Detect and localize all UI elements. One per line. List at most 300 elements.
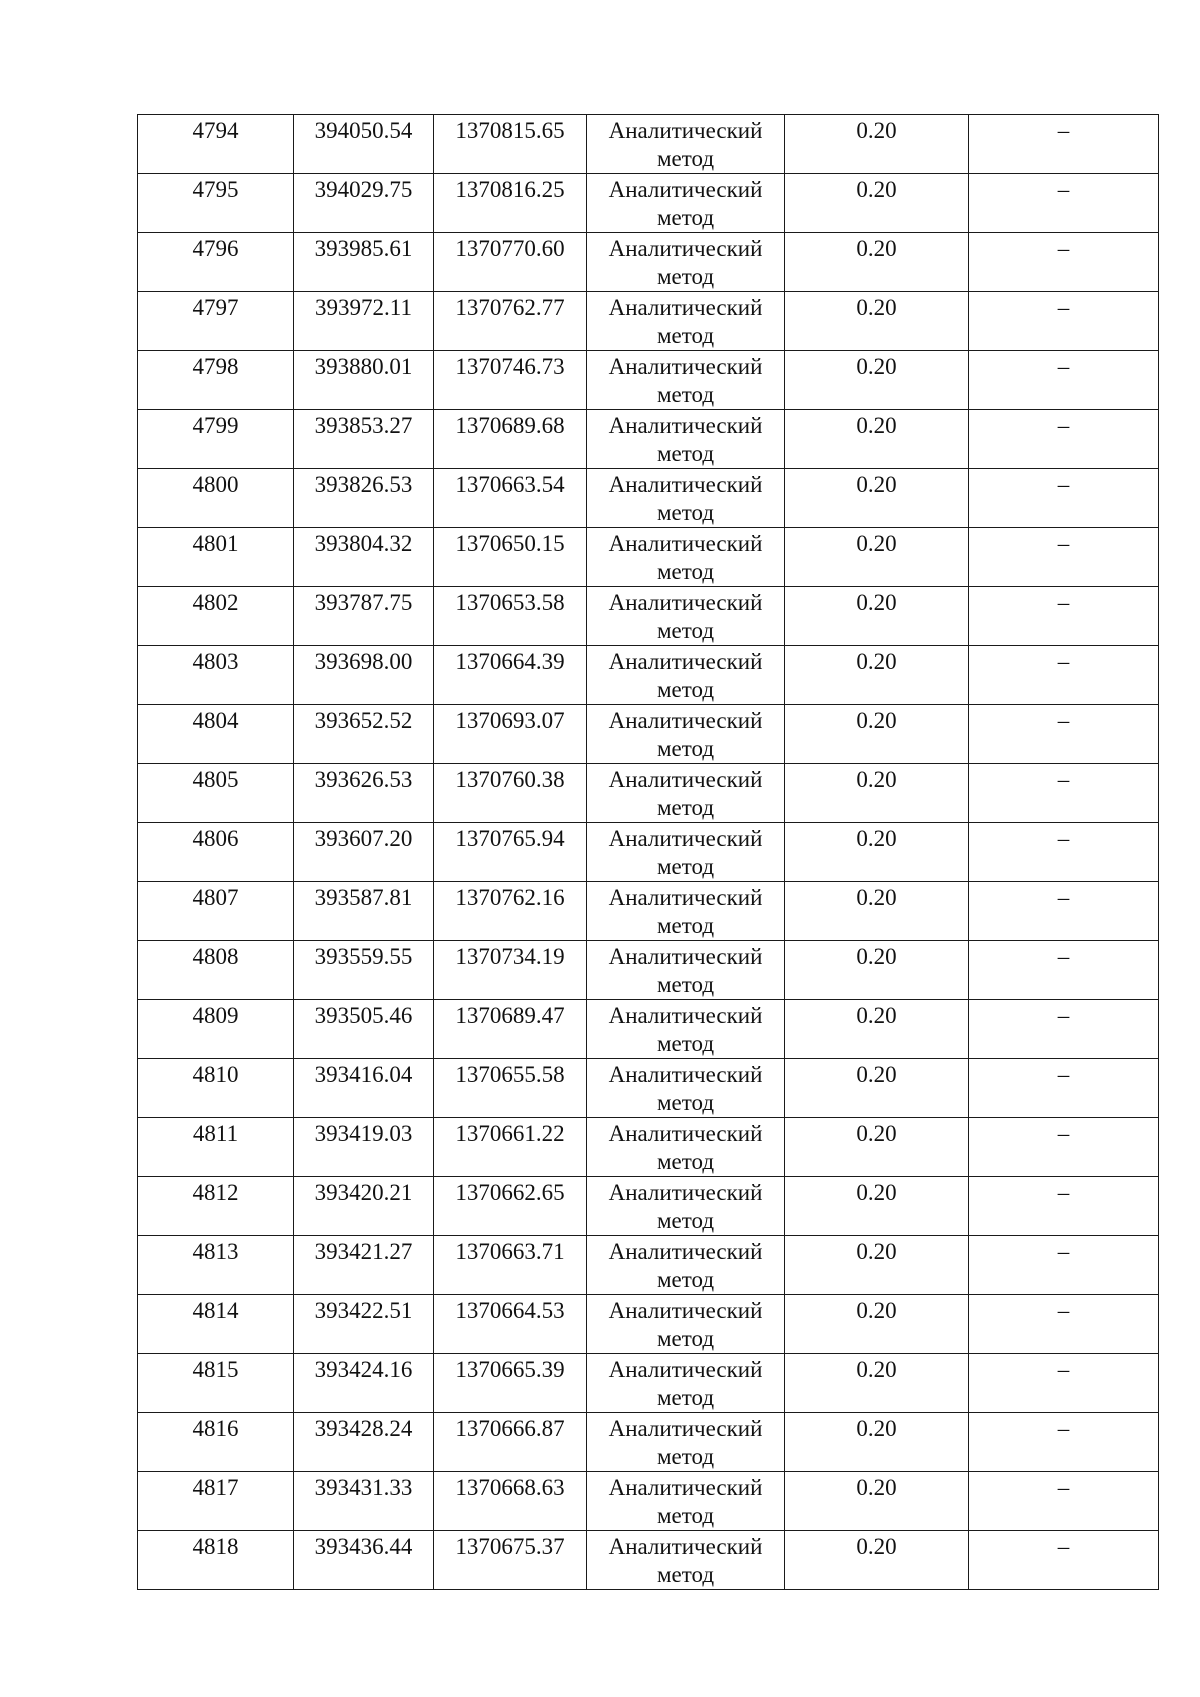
- note-text: –: [1057, 413, 1070, 438]
- note-cell: [969, 174, 1159, 233]
- method-l1-text: Аналитический: [608, 413, 763, 438]
- note-cell: [969, 1236, 1159, 1295]
- table-row: [138, 764, 1159, 823]
- note-cell: [969, 115, 1159, 174]
- y-text: 1370815.65: [455, 118, 565, 143]
- note-text: –: [1057, 1416, 1070, 1441]
- note-cell: [969, 292, 1159, 351]
- point-number-cell: [138, 1413, 294, 1472]
- note-text: –: [1057, 472, 1070, 497]
- y-text: 1370689.47: [455, 1003, 565, 1028]
- method-l2-text: метод: [656, 795, 715, 820]
- y-coordinate-cell: [434, 528, 587, 587]
- method-l1-text: Аналитический: [608, 177, 763, 202]
- method-cell: [587, 941, 785, 1000]
- note-text: –: [1057, 1475, 1070, 1500]
- method-l1-text: Аналитический: [608, 531, 763, 556]
- y-coordinate-cell: [434, 941, 587, 1000]
- point-number-cell: [138, 764, 294, 823]
- method-l1-text: Аналитический: [608, 1003, 763, 1028]
- method-l2-text: метод: [656, 913, 715, 938]
- y-text: 1370760.38: [455, 767, 565, 792]
- method-l2-text: метод: [656, 854, 715, 879]
- note-cell: [969, 646, 1159, 705]
- point-number-cell: [138, 1531, 294, 1590]
- x-text: 393698.00: [314, 649, 413, 674]
- coordinates-table-body: [138, 115, 1159, 1590]
- point-number-cell: [138, 1177, 294, 1236]
- x-coordinate-cell: [294, 528, 434, 587]
- accuracy-cell: [785, 823, 969, 882]
- table-row: [138, 469, 1159, 528]
- point-number-cell: [138, 1354, 294, 1413]
- method-l2-text: метод: [656, 677, 715, 702]
- method-cell: [587, 115, 785, 174]
- method-l1-text: Аналитический: [608, 826, 763, 851]
- num-text: 4797: [192, 295, 239, 320]
- method-l1-text: Аналитический: [608, 1239, 763, 1264]
- method-l1-text: Аналитический: [608, 1534, 763, 1559]
- note-text: –: [1057, 1121, 1070, 1146]
- note-text: –: [1057, 1062, 1070, 1087]
- y-coordinate-cell: [434, 469, 587, 528]
- method-cell: [587, 292, 785, 351]
- x-text: 393826.53: [314, 472, 413, 497]
- method-l2-text: метод: [656, 500, 715, 525]
- method-l2-text: метод: [656, 382, 715, 407]
- method-cell: [587, 1472, 785, 1531]
- y-text: 1370666.87: [455, 1416, 565, 1441]
- accuracy-cell: [785, 1472, 969, 1531]
- method-l1-text: Аналитический: [608, 1298, 763, 1323]
- method-cell: [587, 1295, 785, 1354]
- accuracy-text: 0.20: [856, 1003, 897, 1028]
- num-text: 4811: [192, 1121, 239, 1146]
- x-text: 393436.44: [314, 1534, 413, 1559]
- method-l2-text: метод: [656, 146, 715, 171]
- note-cell: [969, 1000, 1159, 1059]
- note-cell: [969, 469, 1159, 528]
- method-l1-text: Аналитический: [608, 1416, 763, 1441]
- point-number-cell: [138, 115, 294, 174]
- note-cell: [969, 1177, 1159, 1236]
- method-l2-text: метод: [656, 1208, 715, 1233]
- x-coordinate-cell: [294, 587, 434, 646]
- table-row: [138, 233, 1159, 292]
- y-coordinate-cell: [434, 351, 587, 410]
- method-cell: [587, 1413, 785, 1472]
- method-l2-text: метод: [656, 323, 715, 348]
- num-text: 4815: [192, 1357, 239, 1382]
- x-text: 393972.11: [315, 295, 412, 320]
- table-row: [138, 823, 1159, 882]
- method-cell: [587, 469, 785, 528]
- note-text: –: [1057, 708, 1070, 733]
- x-text: 393853.27: [314, 413, 413, 438]
- num-text: 4796: [192, 236, 239, 261]
- method-l2-text: метод: [656, 736, 715, 761]
- y-coordinate-cell: [434, 705, 587, 764]
- point-number-cell: [138, 705, 294, 764]
- method-l1-text: Аналитический: [608, 1475, 763, 1500]
- x-text: 393607.20: [314, 826, 413, 851]
- y-text: 1370664.53: [455, 1298, 565, 1323]
- method-l2-text: метод: [656, 1031, 715, 1056]
- accuracy-cell: [785, 174, 969, 233]
- note-text: –: [1057, 649, 1070, 674]
- x-text: 393428.24: [314, 1416, 413, 1441]
- note-cell: [969, 1472, 1159, 1531]
- y-text: 1370689.68: [455, 413, 565, 438]
- num-text: 4810: [192, 1062, 239, 1087]
- accuracy-text: 0.20: [856, 413, 897, 438]
- note-text: –: [1057, 944, 1070, 969]
- accuracy-cell: [785, 292, 969, 351]
- note-cell: [969, 410, 1159, 469]
- y-coordinate-cell: [434, 882, 587, 941]
- point-number-cell: [138, 410, 294, 469]
- accuracy-cell: [785, 1118, 969, 1177]
- note-text: –: [1057, 118, 1070, 143]
- accuracy-text: 0.20: [856, 767, 897, 792]
- note-cell: [969, 764, 1159, 823]
- x-coordinate-cell: [294, 705, 434, 764]
- num-text: 4803: [192, 649, 239, 674]
- num-text: 4812: [192, 1180, 239, 1205]
- num-text: 4818: [192, 1534, 239, 1559]
- x-coordinate-cell: [294, 1000, 434, 1059]
- note-text: –: [1057, 236, 1070, 261]
- accuracy-text: 0.20: [856, 1475, 897, 1500]
- y-coordinate-cell: [434, 1531, 587, 1590]
- y-text: 1370762.16: [455, 885, 565, 910]
- point-number-cell: [138, 528, 294, 587]
- method-cell: [587, 1236, 785, 1295]
- table-row: [138, 882, 1159, 941]
- y-text: 1370653.58: [455, 590, 565, 615]
- method-l1-text: Аналитический: [608, 885, 763, 910]
- x-text: 393419.03: [314, 1121, 413, 1146]
- note-text: –: [1057, 1003, 1070, 1028]
- y-text: 1370765.94: [455, 826, 565, 851]
- method-l2-text: метод: [656, 559, 715, 584]
- y-text: 1370693.07: [455, 708, 565, 733]
- table-row: [138, 1413, 1159, 1472]
- y-text: 1370655.58: [455, 1062, 565, 1087]
- method-l1-text: Аналитический: [608, 295, 763, 320]
- y-text: 1370662.65: [455, 1180, 565, 1205]
- note-text: –: [1057, 1239, 1070, 1264]
- method-l1-text: Аналитический: [608, 767, 763, 792]
- accuracy-cell: [785, 1531, 969, 1590]
- table-row: [138, 1118, 1159, 1177]
- x-text: 393804.32: [314, 531, 413, 556]
- x-coordinate-cell: [294, 1236, 434, 1295]
- method-cell: [587, 528, 785, 587]
- accuracy-cell: [785, 1354, 969, 1413]
- note-cell: [969, 1118, 1159, 1177]
- y-text: 1370663.71: [455, 1239, 565, 1264]
- accuracy-text: 0.20: [856, 354, 897, 379]
- note-cell: [969, 1413, 1159, 1472]
- table-row: [138, 1177, 1159, 1236]
- point-number-cell: [138, 1000, 294, 1059]
- method-cell: [587, 1354, 785, 1413]
- accuracy-text: 0.20: [856, 1239, 897, 1264]
- x-text: 393652.52: [314, 708, 413, 733]
- x-text: 393416.04: [314, 1062, 413, 1087]
- accuracy-cell: [785, 705, 969, 764]
- table-row: [138, 1531, 1159, 1590]
- method-l2-text: метод: [656, 618, 715, 643]
- x-coordinate-cell: [294, 1295, 434, 1354]
- accuracy-cell: [785, 1413, 969, 1472]
- y-text: 1370762.77: [455, 295, 565, 320]
- note-text: –: [1057, 1180, 1070, 1205]
- point-number-cell: [138, 351, 294, 410]
- num-text: 4813: [192, 1239, 239, 1264]
- method-cell: [587, 823, 785, 882]
- note-cell: [969, 941, 1159, 1000]
- num-text: 4799: [192, 413, 239, 438]
- method-l2-text: метод: [656, 264, 715, 289]
- method-cell: [587, 882, 785, 941]
- method-l2-text: метод: [656, 1562, 715, 1587]
- point-number-cell: [138, 1295, 294, 1354]
- accuracy-cell: [785, 1236, 969, 1295]
- accuracy-cell: [785, 351, 969, 410]
- note-cell: [969, 587, 1159, 646]
- x-text: 393587.81: [314, 885, 413, 910]
- accuracy-cell: [785, 882, 969, 941]
- y-coordinate-cell: [434, 1295, 587, 1354]
- method-l1-text: Аналитический: [608, 649, 763, 674]
- method-l2-text: метод: [656, 205, 715, 230]
- note-text: –: [1057, 531, 1070, 556]
- table-row: [138, 1059, 1159, 1118]
- y-coordinate-cell: [434, 1472, 587, 1531]
- method-l1-text: Аналитический: [608, 708, 763, 733]
- x-text: 393626.53: [314, 767, 413, 792]
- y-text: 1370663.54: [455, 472, 565, 497]
- x-coordinate-cell: [294, 1177, 434, 1236]
- y-coordinate-cell: [434, 1177, 587, 1236]
- accuracy-cell: [785, 115, 969, 174]
- accuracy-cell: [785, 1295, 969, 1354]
- num-text: 4794: [192, 118, 239, 143]
- y-text: 1370770.60: [455, 236, 565, 261]
- x-coordinate-cell: [294, 351, 434, 410]
- accuracy-cell: [785, 528, 969, 587]
- y-coordinate-cell: [434, 1354, 587, 1413]
- y-text: 1370675.37: [455, 1534, 565, 1559]
- accuracy-text: 0.20: [856, 531, 897, 556]
- y-coordinate-cell: [434, 1236, 587, 1295]
- y-coordinate-cell: [434, 1413, 587, 1472]
- table-row: [138, 292, 1159, 351]
- x-coordinate-cell: [294, 764, 434, 823]
- method-cell: [587, 1177, 785, 1236]
- note-cell: [969, 528, 1159, 587]
- point-number-cell: [138, 646, 294, 705]
- x-text: 394050.54: [314, 118, 413, 143]
- point-number-cell: [138, 469, 294, 528]
- x-text: 393880.01: [314, 354, 413, 379]
- accuracy-text: 0.20: [856, 708, 897, 733]
- y-coordinate-cell: [434, 174, 587, 233]
- point-number-cell: [138, 587, 294, 646]
- num-text: 4801: [192, 531, 239, 556]
- x-text: 393985.61: [314, 236, 413, 261]
- x-coordinate-cell: [294, 1059, 434, 1118]
- accuracy-text: 0.20: [856, 177, 897, 202]
- y-coordinate-cell: [434, 1059, 587, 1118]
- num-text: 4802: [192, 590, 239, 615]
- table-row: [138, 115, 1159, 174]
- method-cell: [587, 705, 785, 764]
- point-number-cell: [138, 1236, 294, 1295]
- note-text: –: [1057, 295, 1070, 320]
- note-text: –: [1057, 177, 1070, 202]
- accuracy-cell: [785, 1177, 969, 1236]
- method-l2-text: метод: [656, 1503, 715, 1528]
- accuracy-cell: [785, 410, 969, 469]
- table-row: [138, 1236, 1159, 1295]
- note-text: –: [1057, 1357, 1070, 1382]
- y-coordinate-cell: [434, 233, 587, 292]
- x-text: 393505.46: [314, 1003, 413, 1028]
- accuracy-cell: [785, 1000, 969, 1059]
- y-text: 1370665.39: [455, 1357, 565, 1382]
- method-l1-text: Аналитический: [608, 236, 763, 261]
- accuracy-text: 0.20: [856, 1534, 897, 1559]
- x-coordinate-cell: [294, 115, 434, 174]
- table-row: [138, 528, 1159, 587]
- method-l2-text: метод: [656, 1385, 715, 1410]
- accuracy-text: 0.20: [856, 118, 897, 143]
- accuracy-text: 0.20: [856, 1298, 897, 1323]
- accuracy-text: 0.20: [856, 1121, 897, 1146]
- y-coordinate-cell: [434, 587, 587, 646]
- method-l2-text: метод: [656, 1326, 715, 1351]
- point-number-cell: [138, 174, 294, 233]
- accuracy-text: 0.20: [856, 472, 897, 497]
- y-text: 1370734.19: [455, 944, 565, 969]
- accuracy-text: 0.20: [856, 590, 897, 615]
- x-coordinate-cell: [294, 292, 434, 351]
- note-text: –: [1057, 767, 1070, 792]
- y-text: 1370816.25: [455, 177, 565, 202]
- num-text: 4806: [192, 826, 239, 851]
- y-text: 1370650.15: [455, 531, 565, 556]
- point-number-cell: [138, 1118, 294, 1177]
- method-l2-text: метод: [656, 1444, 715, 1469]
- table-row: [138, 1354, 1159, 1413]
- note-text: –: [1057, 1298, 1070, 1323]
- accuracy-cell: [785, 941, 969, 1000]
- method-cell: [587, 233, 785, 292]
- method-l2-text: метод: [656, 972, 715, 997]
- x-text: 393422.51: [314, 1298, 413, 1323]
- accuracy-cell: [785, 469, 969, 528]
- method-cell: [587, 1059, 785, 1118]
- num-text: 4804: [192, 708, 239, 733]
- x-text: 393424.16: [314, 1357, 413, 1382]
- x-coordinate-cell: [294, 1531, 434, 1590]
- point-number-cell: [138, 1472, 294, 1531]
- y-coordinate-cell: [434, 823, 587, 882]
- accuracy-text: 0.20: [856, 1180, 897, 1205]
- accuracy-text: 0.20: [856, 885, 897, 910]
- table-row: [138, 1295, 1159, 1354]
- y-coordinate-cell: [434, 1118, 587, 1177]
- method-cell: [587, 351, 785, 410]
- accuracy-cell: [785, 233, 969, 292]
- point-number-cell: [138, 882, 294, 941]
- accuracy-cell: [785, 587, 969, 646]
- method-cell: [587, 1118, 785, 1177]
- table-row: [138, 941, 1159, 1000]
- table-row: [138, 410, 1159, 469]
- method-cell: [587, 587, 785, 646]
- table-row: [138, 705, 1159, 764]
- table-row: [138, 1000, 1159, 1059]
- method-cell: [587, 410, 785, 469]
- table-row: [138, 174, 1159, 233]
- num-text: 4809: [192, 1003, 239, 1028]
- method-l1-text: Аналитический: [608, 1180, 763, 1205]
- method-l2-text: метод: [656, 1149, 715, 1174]
- y-text: 1370664.39: [455, 649, 565, 674]
- x-text: 394029.75: [314, 177, 413, 202]
- note-text: –: [1057, 885, 1070, 910]
- x-coordinate-cell: [294, 1118, 434, 1177]
- note-text: –: [1057, 1534, 1070, 1559]
- table-row: [138, 646, 1159, 705]
- point-number-cell: [138, 823, 294, 882]
- coordinates-table: [137, 114, 1159, 1590]
- y-coordinate-cell: [434, 115, 587, 174]
- point-number-cell: [138, 941, 294, 1000]
- method-l2-text: метод: [656, 441, 715, 466]
- x-coordinate-cell: [294, 882, 434, 941]
- x-text: 393787.75: [314, 590, 413, 615]
- y-coordinate-cell: [434, 646, 587, 705]
- x-coordinate-cell: [294, 174, 434, 233]
- note-cell: [969, 1531, 1159, 1590]
- x-text: 393559.55: [314, 944, 413, 969]
- method-l2-text: метод: [656, 1267, 715, 1292]
- accuracy-text: 0.20: [856, 1357, 897, 1382]
- method-l1-text: Аналитический: [608, 944, 763, 969]
- method-l2-text: метод: [656, 1090, 715, 1115]
- num-text: 4816: [192, 1416, 239, 1441]
- method-l1-text: Аналитический: [608, 1121, 763, 1146]
- point-number-cell: [138, 292, 294, 351]
- x-coordinate-cell: [294, 410, 434, 469]
- accuracy-text: 0.20: [856, 649, 897, 674]
- method-l1-text: Аналитический: [608, 354, 763, 379]
- note-text: –: [1057, 354, 1070, 379]
- x-text: 393421.27: [314, 1239, 413, 1264]
- method-l1-text: Аналитический: [608, 1357, 763, 1382]
- method-cell: [587, 646, 785, 705]
- note-text: –: [1057, 590, 1070, 615]
- x-coordinate-cell: [294, 1413, 434, 1472]
- accuracy-cell: [785, 646, 969, 705]
- method-l1-text: Аналитический: [608, 118, 763, 143]
- method-cell: [587, 1000, 785, 1059]
